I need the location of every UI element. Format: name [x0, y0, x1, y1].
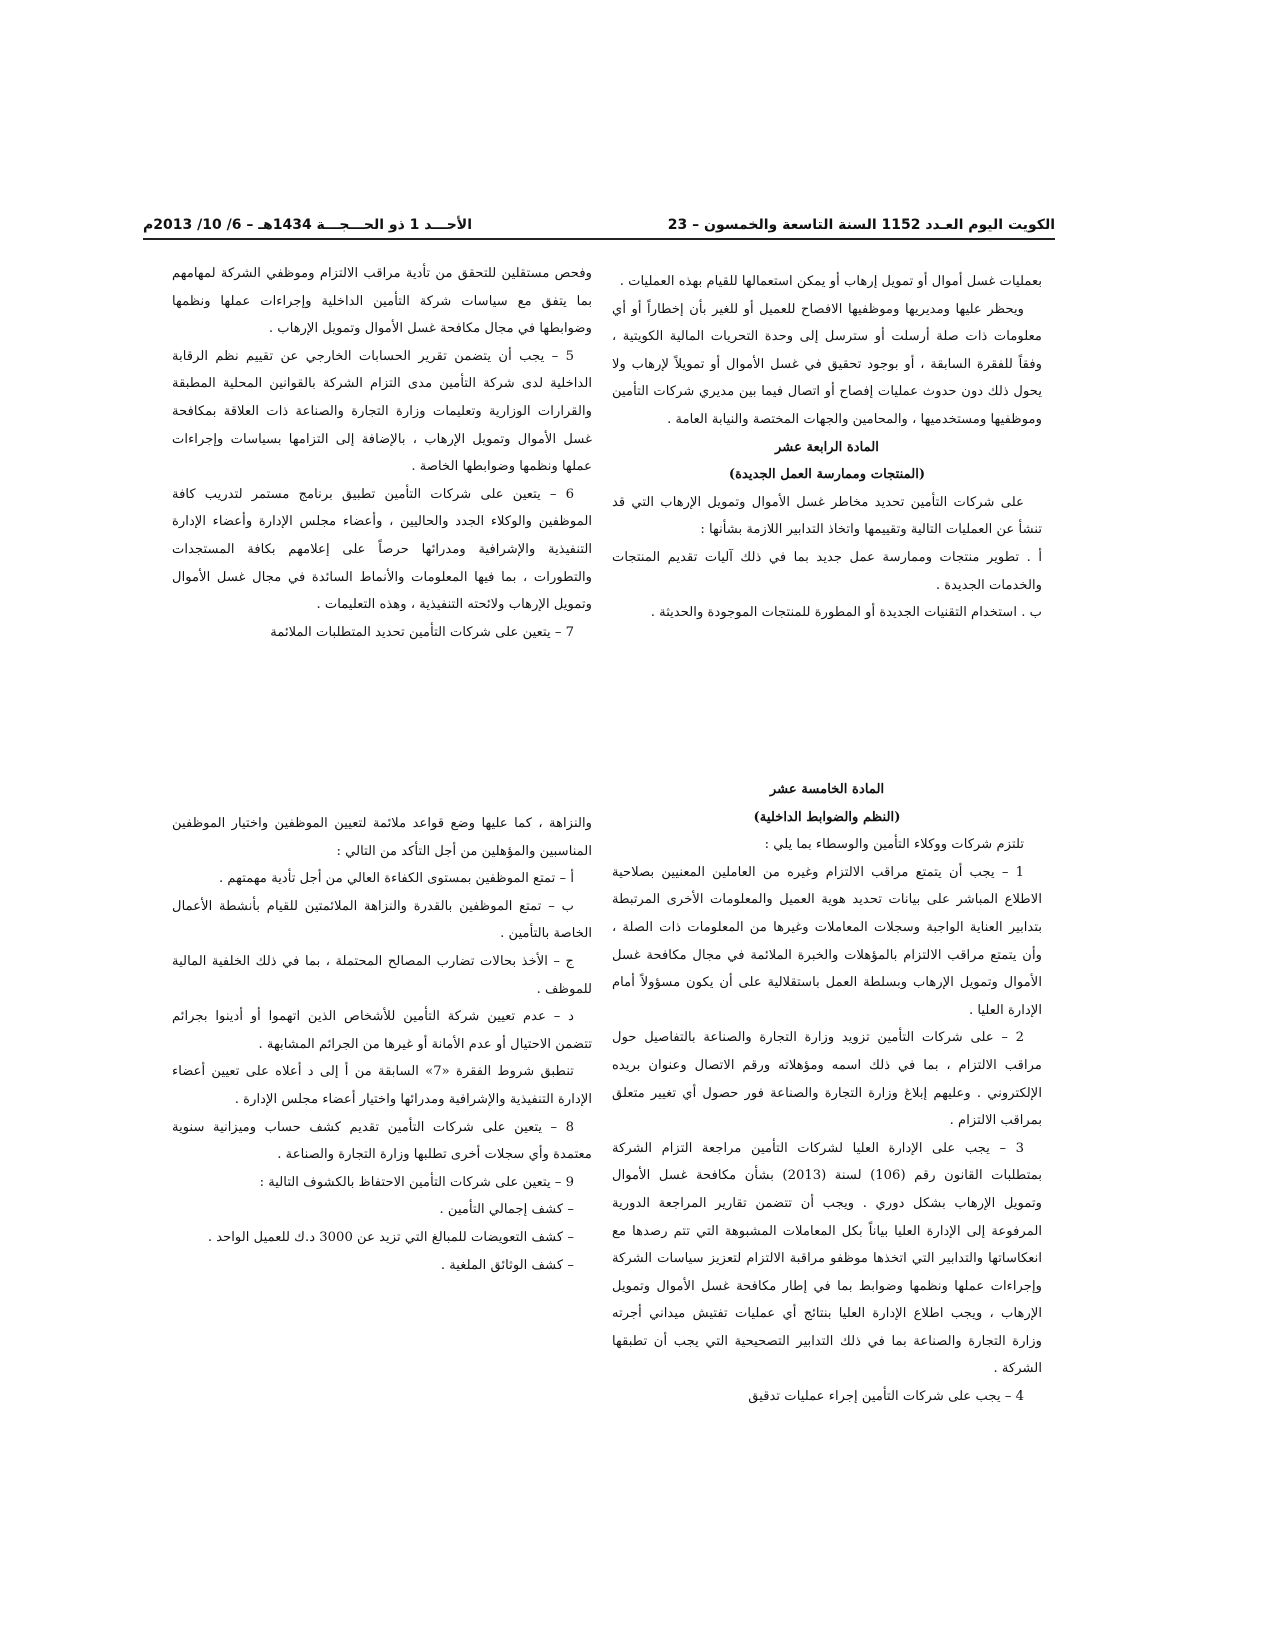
- list-item: – كشف إجمالي التأمين .: [439, 1202, 574, 1218]
- paragraph: 3 – يجب على الإدارة العليا لشركات التأمين مراجعة التزام الشركة بمتطلبات القانون رقم (106) لسنة (2013) بشأن مكافحة غسل الأموال وتمويل الإرهاب بشكل دوري . ويجب أن تتضمن تقارير المراجعة الدورية المرفوعة إلى الإدارة العليا بياناً بكل المعاملات المشبوهة التي تتم رصدها مع انعكاساتها والتدابير التي اتخذها موظفو مراقبة الالتزام لتعزيز سياسات الشركة وإجراءات عملها ونظمها وضوابط بما في إطار مكافحة غسل الأموال وتمويل الإرهاب ، ويجب اطلاع الإدارة العليا بنتائج أي عمليات تفتيش ميداني أجرته وزارة التجارة والصناعة بما في ذلك التدابير التصحيحية التي يجب أن تطبقها الشركة .: [612, 1140, 1042, 1377]
- header-publication-info: الكويت اليوم العـدد 1152 السنة التاسعة والخمسون – 23: [667, 217, 1055, 233]
- paragraph: والنزاهة ، كما عليها وضع قواعد ملائمة لتعيين الموظفين واختيار الموظفين المناسبين والمؤهلين من أجل التأكد من التالي :: [172, 816, 592, 859]
- paragraph: 8 – يتعين على شركات التأمين تقديم كشف حساب وميزانية سنوية معتمدة وأي سجلات أخرى تطلبها وزارة التجارة والصناعة .: [172, 1119, 592, 1163]
- paragraph: 9 – يتعين على شركات التأمين الاحتفاظ بالكشوف التالية :: [259, 1174, 574, 1190]
- left-column-bottom: [172, 810, 592, 1310]
- paragraph: وفحص مستقلين للتحقق من تأدية مراقب الالتزام وموظفي الشركة لمهامهم بما يتفق مع سياسات شركة التأمين الداخلية وإجراءات عملها ونظمها وضوابطها في مجال مكافحة غسل الأموال وتمويل الإرهاب .: [172, 266, 592, 337]
- paragraph: 6 – يتعين على شركات التأمين تطبيق برنامج مستمر لتدريب كافة الموظفين والوكلاء الجدد والحاليين ، وأعضاء مجلس الإدارة وأعضاء الإدارة التنفيذية والإشرافية ومدرائها حرصاً على إعلامهم بكافة المستجدات والتطورات ، بما فيها المعلومات والأنماط السائدة في مجال غسل الأموال وتمويل الإرهاب ولائحته التنفيذية ، وهذه التعليمات .: [172, 486, 592, 613]
- right-column-bottom: [612, 776, 1042, 1405]
- right-column-top: [612, 268, 1042, 658]
- paragraph: على شركات التأمين تحديد مخاطر غسل الأموال وتمويل الإرهاب التي قد تنشأ عن العمليات التالية وتقييمها واتخاذ التدابير اللازمة بشأنها :: [612, 494, 1042, 538]
- paragraph: 5 – يجب أن يتضمن تقرير الحسابات الخارجي عن تقييم نظم الرقابة الداخلية لدى شركة التأمين مدى التزام الشركة بالقوانين المحلية المطبقة والقرارات الوزارية وتعليمات وزارة التجارة والصناعة ذات العلاقة بمكافحة غسل الأموال وتمويل الإرهاب ، بالإضافة إلى التزامها بسياسات وإجراءات عملها ونظمها وضوابطها الخاصة .: [172, 348, 592, 475]
- list-item: – كشف التعويضات للمبالغ التي تزيد عن 3000 د.ك للعميل الواحد .: [207, 1229, 574, 1245]
- header-rule: [143, 238, 1055, 240]
- paragraph: تنطبق شروط الفقرة «7» السابقة من أ إلى د أعلاه على تعيين أعضاء الإدارة التنفيذية والإشرافية ومدرائها واختيار أعضاء مجلس الإدارة .: [172, 1064, 592, 1107]
- list-item: أ – تمتع الموظفين بمستوى الكفاءة العالي من أجل تأدية مهمتهم .: [219, 871, 574, 887]
- list-item: ج – الأخذ بحالات تضارب المصالح المحتملة ، بما في ذلك الخلفية المالية للموظف .: [172, 953, 592, 997]
- list-item: أ . تطوير منتجات وممارسة عمل جديد بما في ذلك آليات تقديم المنتجات والخدمات الجديدة .: [612, 549, 1042, 593]
- paragraph: 2 – على شركات التأمين تزويد وزارة التجارة والصناعة بالتفاصيل حول مراقب الالتزام ، بما في ذلك اسمه ومؤهلاته ورقم الاتصال وعنوان بريده الإلكتروني . وعليهم إبلاغ وزارة التجارة والصناعة فور حصول أي تغيير متعلق بمراقب الالتزام .: [612, 1030, 1042, 1129]
- article-14-title: المادة الرابعة عشر: [775, 439, 879, 455]
- paragraph: بعمليات غسل أموال أو تمويل إرهاب أو يمكن استعمالها للقيام بهذه العمليات .: [619, 274, 1042, 289]
- header-date: الأحـــد 1 ذو الحـــجـــة 1434هـ – 6/ 10/ 2013م: [143, 217, 473, 233]
- article-15-title: المادة الخامسة عشر: [769, 782, 885, 797]
- article-15-subtitle: (النظم والضوابط الداخلية): [753, 809, 901, 825]
- list-item: ب – تمتع الموظفين بالقدرة والنزاهة الملائمتين للقيام بأنشطة الأعمال الخاصة بالتأمين .: [172, 898, 592, 942]
- left-column-top: [172, 260, 592, 660]
- paragraph: 4 – يجب على شركات التأمين إجراء عمليات تدقيق: [748, 1389, 1024, 1405]
- paragraph: ويحظر عليها ومديريها وموظفيها الافصاح للعميل أو للغير بأن إخطاراً أو أي معلومات ذات صلة أرسلت أو سترسل إلى وحدة التحريات المالية الكويتية ، وفقاً للفقرة السابقة ، أو بوجود تحقيق في غسل الأموال أو تمويلاً لإرهاب ولا يحول ذلك دون حدوث عمليات إفصاح أو اتصال فيما بين مديري شركات التأمين وموظفيها ومستخدميها ، والمحامين والجهات المختصة والنيابة العامة .: [612, 301, 1042, 427]
- paragraph: 1 – يجب أن يتمتع مراقب الالتزام وغيره من العاملين المعنيين بصلاحية الاطلاع المباشر على بيانات تحديد هوية العميل والمعلومات الأخرى المرتبطة بتدابير العناية الواجبة وسجلات المعاملات وغيرها من المعلومات ذات الصلة ، وأن يتمتع مراقب الالتزام بالمؤهلات والخبرة الملائمة في مجال مكافحة غسل الأموال وتمويل الإرهاب وبسلطة العمل باستقلالية على أن يكون مسؤولاً أمام الإدارة العليا .: [612, 864, 1042, 1018]
- article-14-subtitle: (المنتجات وممارسة العمل الجديدة): [728, 467, 926, 483]
- list-item: – كشف الوثائق الملغية .: [440, 1257, 574, 1273]
- paragraph: تلتزم شركات ووكلاء التأمين والوسطاء بما يلي :: [764, 837, 1024, 853]
- page-header: [143, 213, 1055, 237]
- paragraph: 7 – يتعين على شركات التأمين تحديد المتطلبات الملائمة: [270, 624, 574, 640]
- list-item: د – عدم تعيين شركة التأمين للأشخاص الذين اتهموا أو أدينوا بجرائم تتضمن الاحتيال أو عدم الأمانة أو غيرها من الجرائم المشابهة .: [172, 1009, 592, 1052]
- list-item: ب . استخدام التقنيات الجديدة أو المطورة للمنتجات الموجودة والحديثة .: [650, 605, 1042, 621]
